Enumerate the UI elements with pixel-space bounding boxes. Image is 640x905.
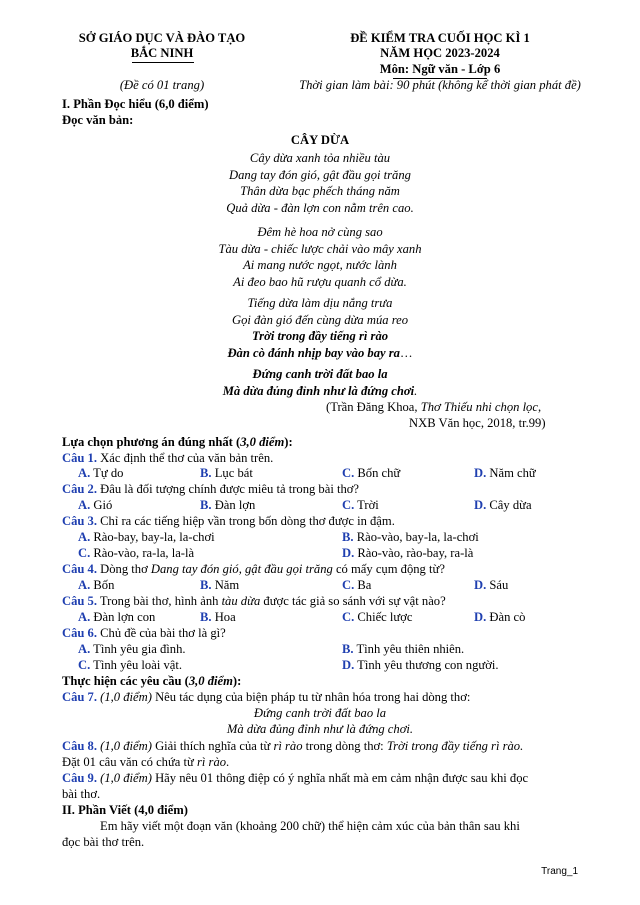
poem-line-bold: Mà dừa đủng đỉnh như là đứng chơi — [222, 383, 415, 398]
option-text: Trời — [354, 498, 379, 512]
question-points: (1,0 điểm) — [100, 690, 152, 704]
option-letter: C. — [342, 610, 355, 624]
option-text: Đàn lợn — [211, 498, 256, 512]
poem-line: Đêm hè hoa nở cùng sao — [257, 225, 383, 239]
poem-line-bold: Đàn cò đánh nhịp bay vào bay ra — [227, 345, 400, 360]
part1-title: I. Phần Đọc hiểu (6,0 điểm) — [62, 97, 209, 111]
mc-points: 3,0 điểm — [240, 435, 285, 449]
poem-period: . — [414, 383, 418, 398]
question-quote: Trời trong đầy tiếng rì rào. — [386, 739, 524, 753]
poem-stanza-4 — [160, 366, 480, 399]
source-comma: , — [537, 400, 542, 414]
question-9-line-2: bài thơ. — [62, 787, 101, 801]
poem-line: Ai đeo bao hũ rượu quanh cổ dừa. — [233, 274, 407, 289]
option-letter: D. — [474, 498, 487, 512]
province-name: BẮC NINH — [130, 46, 194, 60]
option-d[interactable] — [342, 545, 473, 561]
req-title-text: Thực hiện các yêu cầu ( — [62, 674, 189, 688]
part2-instruction-line-2: đọc bài thơ trên. — [62, 835, 145, 849]
question-points: (1,0 điểm) — [100, 739, 152, 753]
option-c[interactable] — [78, 657, 182, 673]
question-7 — [62, 689, 470, 705]
question-text: Chủ đề của bài thơ là gì? — [97, 626, 226, 640]
question-text: Đặt 01 câu văn có chứa từ — [62, 755, 197, 769]
poem-line: Dang tay đón gió, gật đầu gọi trăng — [229, 167, 411, 182]
option-letter: A. — [78, 530, 91, 544]
option-text: Rào-vào, bay-la, la-chơi — [353, 530, 479, 544]
question-number: Câu 7. — [62, 690, 97, 704]
poem-line: Thân dừa bạc phếch tháng năm — [240, 184, 400, 198]
option-letter: A. — [78, 578, 91, 592]
question-text: Nêu tác dụng của biện pháp tu từ nhân hóa trong hai dòng thơ: — [151, 690, 471, 704]
option-b[interactable] — [342, 529, 479, 545]
department-name: SỞ GIÁO DỤC VÀ ĐÀO TẠO — [78, 31, 246, 45]
option-letter: B. — [200, 498, 212, 512]
option-text: Tự do — [90, 466, 124, 480]
option-text: Tình yêu loài vật. — [90, 658, 183, 672]
option-letter: A. — [78, 466, 91, 480]
subject-grade: Môn: Ngữ văn - Lớp 6 — [379, 62, 501, 76]
page-number: Trang_1 — [541, 866, 578, 877]
option-letter: A. — [78, 610, 91, 624]
header-left-underline — [132, 62, 194, 63]
question-text: Chỉ ra các tiếng hiệp vần trong bốn dòng thơ được in đậm. — [97, 514, 395, 528]
question-points: (1,0 điểm) — [100, 771, 152, 785]
exam-title: ĐỀ KIỂM TRA CUỐI HỌC KÌ 1 — [350, 31, 530, 45]
question-text: Hãy nêu 01 thông điệp có ý nghĩa nhất mà em cảm nhận được sau khi đọc — [151, 771, 529, 785]
option-c[interactable] — [342, 465, 400, 481]
source-author: (Trần Đăng Khoa, — [326, 400, 421, 414]
option-text: Bốn chữ — [354, 466, 401, 480]
option-letter: B. — [200, 578, 212, 592]
option-text: Rào-vào, rào-bay, ra-là — [354, 546, 474, 560]
option-c[interactable] — [342, 609, 413, 625]
option-a[interactable] — [78, 465, 123, 481]
option-text: Tình yêu gia đình. — [90, 642, 186, 656]
option-b[interactable] — [200, 577, 239, 593]
option-letter: C. — [342, 466, 355, 480]
option-d[interactable] — [474, 497, 532, 513]
question-1 — [62, 450, 273, 466]
option-letter: C. — [78, 658, 91, 672]
question-text: Dòng thơ — [97, 562, 151, 576]
req-points: 3,0 điểm — [188, 674, 233, 688]
question-text: Xác định thể thơ của văn bản trên. — [97, 451, 274, 465]
option-a[interactable] — [78, 641, 186, 657]
part2-instruction: Em hãy viết một đoạn văn (khoảng 200 chữ) thể hiện cảm xúc của bản thân sau khi — [100, 819, 520, 833]
option-text: Đàn cò — [486, 610, 526, 624]
option-c[interactable] — [342, 497, 379, 513]
question-number: Câu 8. — [62, 739, 97, 753]
poem-source — [326, 399, 541, 415]
question-quote: Dang tay đón gió, gật đầu gọi trăng — [150, 562, 333, 576]
option-letter: D. — [474, 466, 487, 480]
option-text: Hoa — [211, 610, 236, 624]
question-text: Giải thích nghĩa của từ — [151, 739, 274, 753]
question-text-end: . — [226, 755, 230, 769]
option-text: Đàn lợn con — [90, 610, 156, 624]
question-word: rì rào — [273, 739, 303, 753]
req-title-end: ): — [232, 674, 242, 688]
option-letter: C. — [342, 578, 355, 592]
req-section-title — [62, 673, 241, 689]
poem-line: Gọi đàn gió đến cùng dừa múa reo — [231, 312, 409, 327]
option-letter: A. — [78, 642, 91, 656]
option-text: Bốn — [90, 578, 115, 592]
poem-line: Quả dừa - đàn lợn con nằm trên cao. — [226, 200, 414, 215]
question-6 — [62, 625, 226, 641]
option-a[interactable] — [78, 577, 114, 593]
question-2 — [62, 481, 359, 497]
question-number: Câu 3. — [62, 514, 97, 528]
option-text: Chiếc lược — [354, 610, 413, 624]
option-a[interactable] — [78, 529, 215, 545]
question-text: Đâu là đối tượng chính được miêu tả trong bài thơ? — [97, 482, 360, 496]
option-b[interactable] — [200, 497, 255, 513]
option-d[interactable] — [474, 577, 508, 593]
option-letter: B. — [200, 466, 212, 480]
question-5 — [62, 593, 446, 609]
poem-source-publisher: NXB Văn học, 2018, tr.99) — [409, 416, 546, 430]
option-text: Tình yêu thương con người. — [354, 658, 499, 672]
question-number: Câu 4. — [62, 562, 97, 576]
option-letter: B. — [342, 642, 354, 656]
source-book: Thơ Thiếu nhi chọn lọc — [420, 400, 538, 414]
option-d[interactable] — [342, 657, 499, 673]
option-d[interactable] — [474, 609, 525, 625]
option-text: Cây dừa — [486, 498, 532, 512]
poem-line: Tàu dừa - chiếc lược chải vào mây xanh — [218, 241, 422, 256]
option-letter: D. — [474, 578, 487, 592]
mc-section-title — [62, 434, 293, 450]
question-8-line-2 — [62, 754, 229, 770]
page-count-note: (Đề có 01 trang) — [119, 78, 205, 92]
school-year: NĂM HỌC 2023-2024 — [380, 46, 500, 60]
option-text: Lục bát — [211, 466, 253, 480]
option-letter: C. — [78, 546, 91, 560]
option-text: Tình yêu thiên nhiên. — [353, 642, 465, 656]
read-label: Đọc văn bản: — [62, 113, 134, 127]
question-8 — [62, 738, 523, 754]
option-b[interactable] — [342, 641, 464, 657]
question-3 — [62, 513, 395, 529]
question-number: Câu 2. — [62, 482, 97, 496]
part2-title: II. Phần Viết (4,0 điểm) — [62, 803, 188, 817]
poem-line: Ai mang nước ngọt, nước lành — [243, 258, 397, 272]
poem-ellipsis: … — [399, 345, 413, 360]
question-number: Câu 5. — [62, 594, 97, 608]
option-b[interactable] — [200, 465, 253, 481]
option-letter: D. — [474, 610, 487, 624]
q7-quote-line-2: Mà dừa đủng đỉnh như là đứng chơi. — [226, 722, 414, 736]
question-9 — [62, 770, 528, 786]
poem-line: Tiếng dừa làm dịu nắng trưa — [247, 296, 393, 310]
question-number: Câu 9. — [62, 771, 97, 785]
mc-title-text: Lựa chọn phương án đúng nhất ( — [62, 435, 241, 449]
option-text: Năm — [211, 578, 240, 592]
option-c[interactable] — [342, 577, 371, 593]
poem-stanza-2 — [160, 224, 480, 290]
poem-title: CÂY DỪA — [290, 133, 350, 147]
option-text: Năm chữ — [486, 466, 536, 480]
question-text-end: có mấy cụm động từ? — [332, 562, 445, 576]
question-word: rì rào — [197, 755, 227, 769]
poem-line-bold: Đứng canh trời đất bao la — [252, 367, 388, 381]
question-quote: tàu dừa — [221, 594, 261, 608]
option-a[interactable] — [78, 497, 112, 513]
option-c[interactable] — [78, 545, 194, 561]
poem-line: Cây dừa xanh tỏa nhiều tàu — [249, 151, 391, 165]
option-b[interactable] — [200, 609, 236, 625]
option-d[interactable] — [474, 465, 536, 481]
question-text-end: được tác giả so sánh với sự vật nào? — [260, 594, 446, 608]
option-text: Gió — [90, 498, 113, 512]
option-letter: C. — [342, 498, 355, 512]
poem-stanza-3 — [160, 295, 480, 361]
poem-line-bold: Trời trong đầy tiếng rì rào — [251, 329, 389, 343]
option-letter: D. — [342, 546, 355, 560]
option-letter: D. — [342, 658, 355, 672]
question-text: Trong bài thơ, hình ảnh — [97, 594, 222, 608]
q7-quote-line-1: Đứng canh trời đất bao la — [253, 706, 387, 720]
poem-stanza-1 — [160, 150, 480, 216]
question-4 — [62, 561, 445, 577]
option-letter: B. — [200, 610, 212, 624]
option-text: Ba — [354, 578, 372, 592]
question-number: Câu 1. — [62, 451, 97, 465]
mc-title-end: ): — [284, 435, 293, 449]
question-text-mid: trong dòng thơ: — [302, 739, 387, 753]
option-a[interactable] — [78, 609, 155, 625]
option-letter: B. — [342, 530, 354, 544]
option-text: Rào-vào, ra-la, la-là — [90, 546, 195, 560]
question-number: Câu 6. — [62, 626, 97, 640]
time-note: Thời gian làm bài: 90 phút (không kể thời gian phát đề) — [299, 78, 581, 92]
option-text: Rào-bay, bay-la, la-chơi — [90, 530, 215, 544]
option-letter: A. — [78, 498, 91, 512]
option-text: Sáu — [486, 578, 509, 592]
